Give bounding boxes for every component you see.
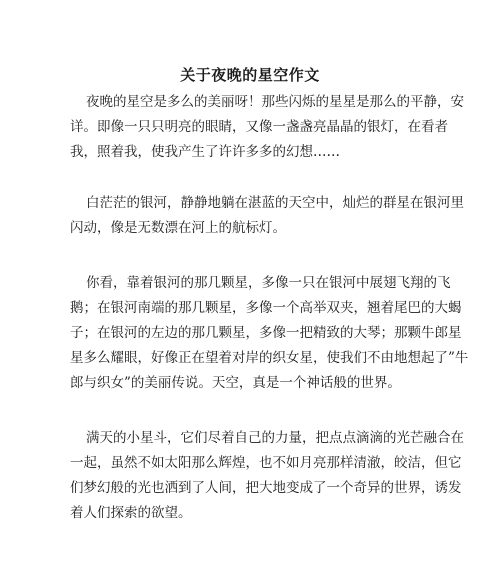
document-title: 关于夜晚的星空作文 [180, 66, 320, 84]
paragraph-2: 白茫茫的银河，静静地躺在湛蓝的天空中，灿烂的群星在银河里闪动，像是无数漂在河上的航标灯。 [70, 195, 464, 236]
cut-off-text-line [70, 552, 474, 566]
cut-off-text [70, 552, 474, 566]
paragraph-4: 满天的小星斗，它们尽着自己的力量，把点点滴滴的光芒融合在一起，虽然不如太阳那么辉煌，也不如月亮那样清澈，皎洁，但它们梦幻般的光也洒到了人间，把大地变成了一个奇异的世界，诱发着人们探索的欲望。 [70, 430, 464, 521]
paragraph-1: 夜晚的星空是多么的美丽呀！那些闪烁的星星是那么的平静，安详。即像一只只明亮的眼睛，又像一盏盏亮晶晶的银灯，在看者我，照着我，使我产生了许许多多的幻想…… [70, 94, 464, 160]
paragraph-3: 你看，靠着银河的那几颗星，多像一只在银河中展翅飞翔的飞鹅；在银河南端的那几颗星，多像一个高举双夹，翘着尾巴的大蝎子；在银河的左边的那几颗星，多像一把精致的大琴；那颗牛郎星星多么耀眼，好像正在望着对岸的织女星，使我们不由地想起了”牛郎与织女”的美丽传说。天空，真是一个神话般的世界。 [70, 275, 469, 391]
